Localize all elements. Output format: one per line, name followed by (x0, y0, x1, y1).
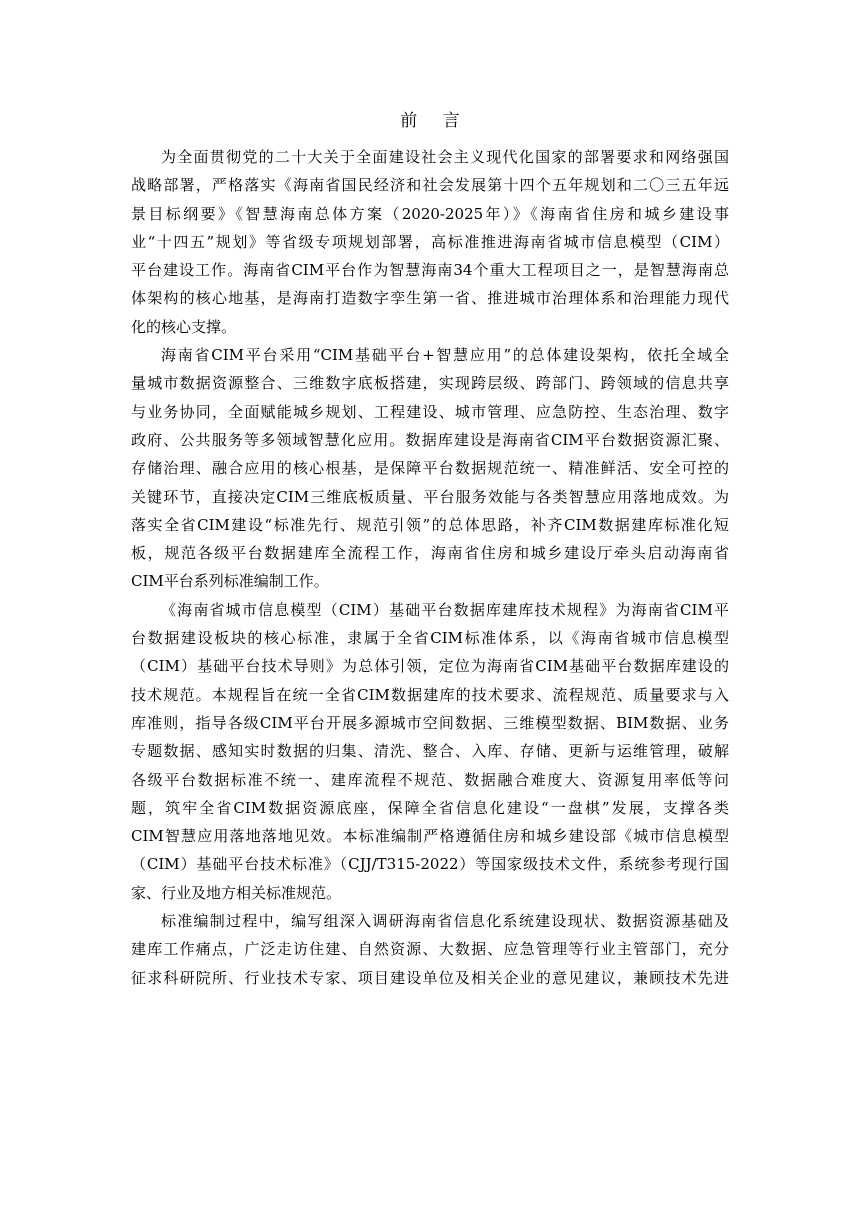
text-line: CIM平台系列标准编制工作。 (131, 572, 329, 591)
text-line: 景目标纲要》《智慧海南总体方案（2020-2025年）》《海南省住房和城乡建设事 (131, 204, 729, 223)
text-line: 题，筑牢全省CIM数据资源底座，保障全省信息化建设“一盘棋”发展，支撑各类 (131, 798, 729, 817)
text-line: 专题数据、感知实时数据的归集、清洗、整合、入库、存储、更新与运维管理，破解 (131, 742, 729, 761)
text-line: 落实全省CIM建设“标准先行、规范引领”的总体思路，补齐CIM数据建库标准化短 (131, 515, 729, 534)
text-line: 与业务协同，全面赋能城乡规划、工程建设、城市管理、应急防控、生态治理、数字 (131, 402, 729, 421)
text-line: 业“十四五”规划》等省级专项规划部署，高标准推进海南省城市信息模型（CIM） (131, 232, 729, 251)
text-line: 各级平台数据标准不统一、建库流程不规范、数据融合难度大、资源复用率低等问 (131, 770, 729, 789)
text-line: 家、行业及地方相关标准规范。 (131, 883, 342, 902)
text-line: 体架构的核心地基，是海南打造数字孪生第一省、推进城市治理体系和治理能力现代 (131, 289, 729, 308)
text-line: 战略部署，严格落实《海南省国民经济和社会发展第十四个五年规划和二〇三五年远 (131, 176, 729, 195)
document-body (131, 143, 729, 992)
text-line: 量城市数据资源整合、三维数字底板搭建，实现跨层级、跨部门、跨领域的信息共享 (131, 374, 729, 393)
text-line: 征求科研院所、行业技术专家、项目建设单位及相关企业的意见建议，兼顾技术先进 (131, 968, 729, 987)
paragraph-3 (131, 596, 729, 907)
paragraph-2 (131, 341, 729, 596)
text-line: 技术规范。本规程旨在统一全省CIM数据建库的技术要求、流程规范、质量要求与入 (131, 685, 729, 704)
text-line: 建库工作痛点，广泛走访住建、自然资源、大数据、应急管理等行业主管部门，充分 (131, 940, 729, 959)
text-line: 海南省CIM平台采用“CIM基础平台+智慧应用”的总体建设架构，依托全域全 (161, 346, 729, 365)
paragraph-1 (131, 143, 729, 341)
paragraph-4 (131, 907, 729, 992)
text-line: （CIM）基础平台技术标准》（CJJ/T315-2022）等国家级技术文件，系统参考现行国 (131, 855, 729, 874)
text-line: 《海南省城市信息模型（CIM）基础平台数据库建库技术规程》为海南省CIM平 (161, 600, 729, 619)
text-line: 台数据建设板块的核心标准，隶属于全省CIM标准体系，以《海南省城市信息模型 (131, 629, 729, 648)
text-line: 政府、公共服务等多领域智慧化应用。数据库建设是海南省CIM平台数据资源汇聚、 (131, 430, 729, 449)
text-line: 为全面贯彻党的二十大关于全面建设社会主义现代化国家的部署要求和网络强国 (161, 148, 729, 166)
text-line: 化的核心支撑。 (131, 317, 237, 336)
text-line: （CIM）基础平台技术导则》为总体引领，定位为海南省CIM基础平台数据库建设的 (131, 657, 729, 676)
text-line: 平台建设工作。海南省CIM平台作为智慧海南34个重大工程项目之一，是智慧海南总 (131, 261, 729, 280)
text-line: 关键环节，直接决定CIM三维底板质量、平台服务效能与各类智慧应用落地成效。为 (131, 487, 729, 506)
text-line: 标准编制过程中，编写组深入调研海南省信息化系统建设现状、数据资源基础及 (161, 912, 729, 931)
text-line: 板，规范各级平台数据建库全流程工作，海南省住房和城乡建设厅牵头启动海南省 (131, 544, 729, 563)
page-title: 前 言 (400, 111, 470, 131)
text-line: 存储治理、融合应用的核心根基，是保障平台数据规范统一、精准鲜活、安全可控的 (131, 459, 729, 478)
text-line: 库准则，指导各级CIM平台开展多源城市空间数据、三维模型数据、BIM数据、业务 (131, 713, 729, 732)
text-line: CIM智慧应用落地落地见效。本标准编制严格遵循住房和城乡建设部《城市信息模型 (131, 827, 729, 846)
